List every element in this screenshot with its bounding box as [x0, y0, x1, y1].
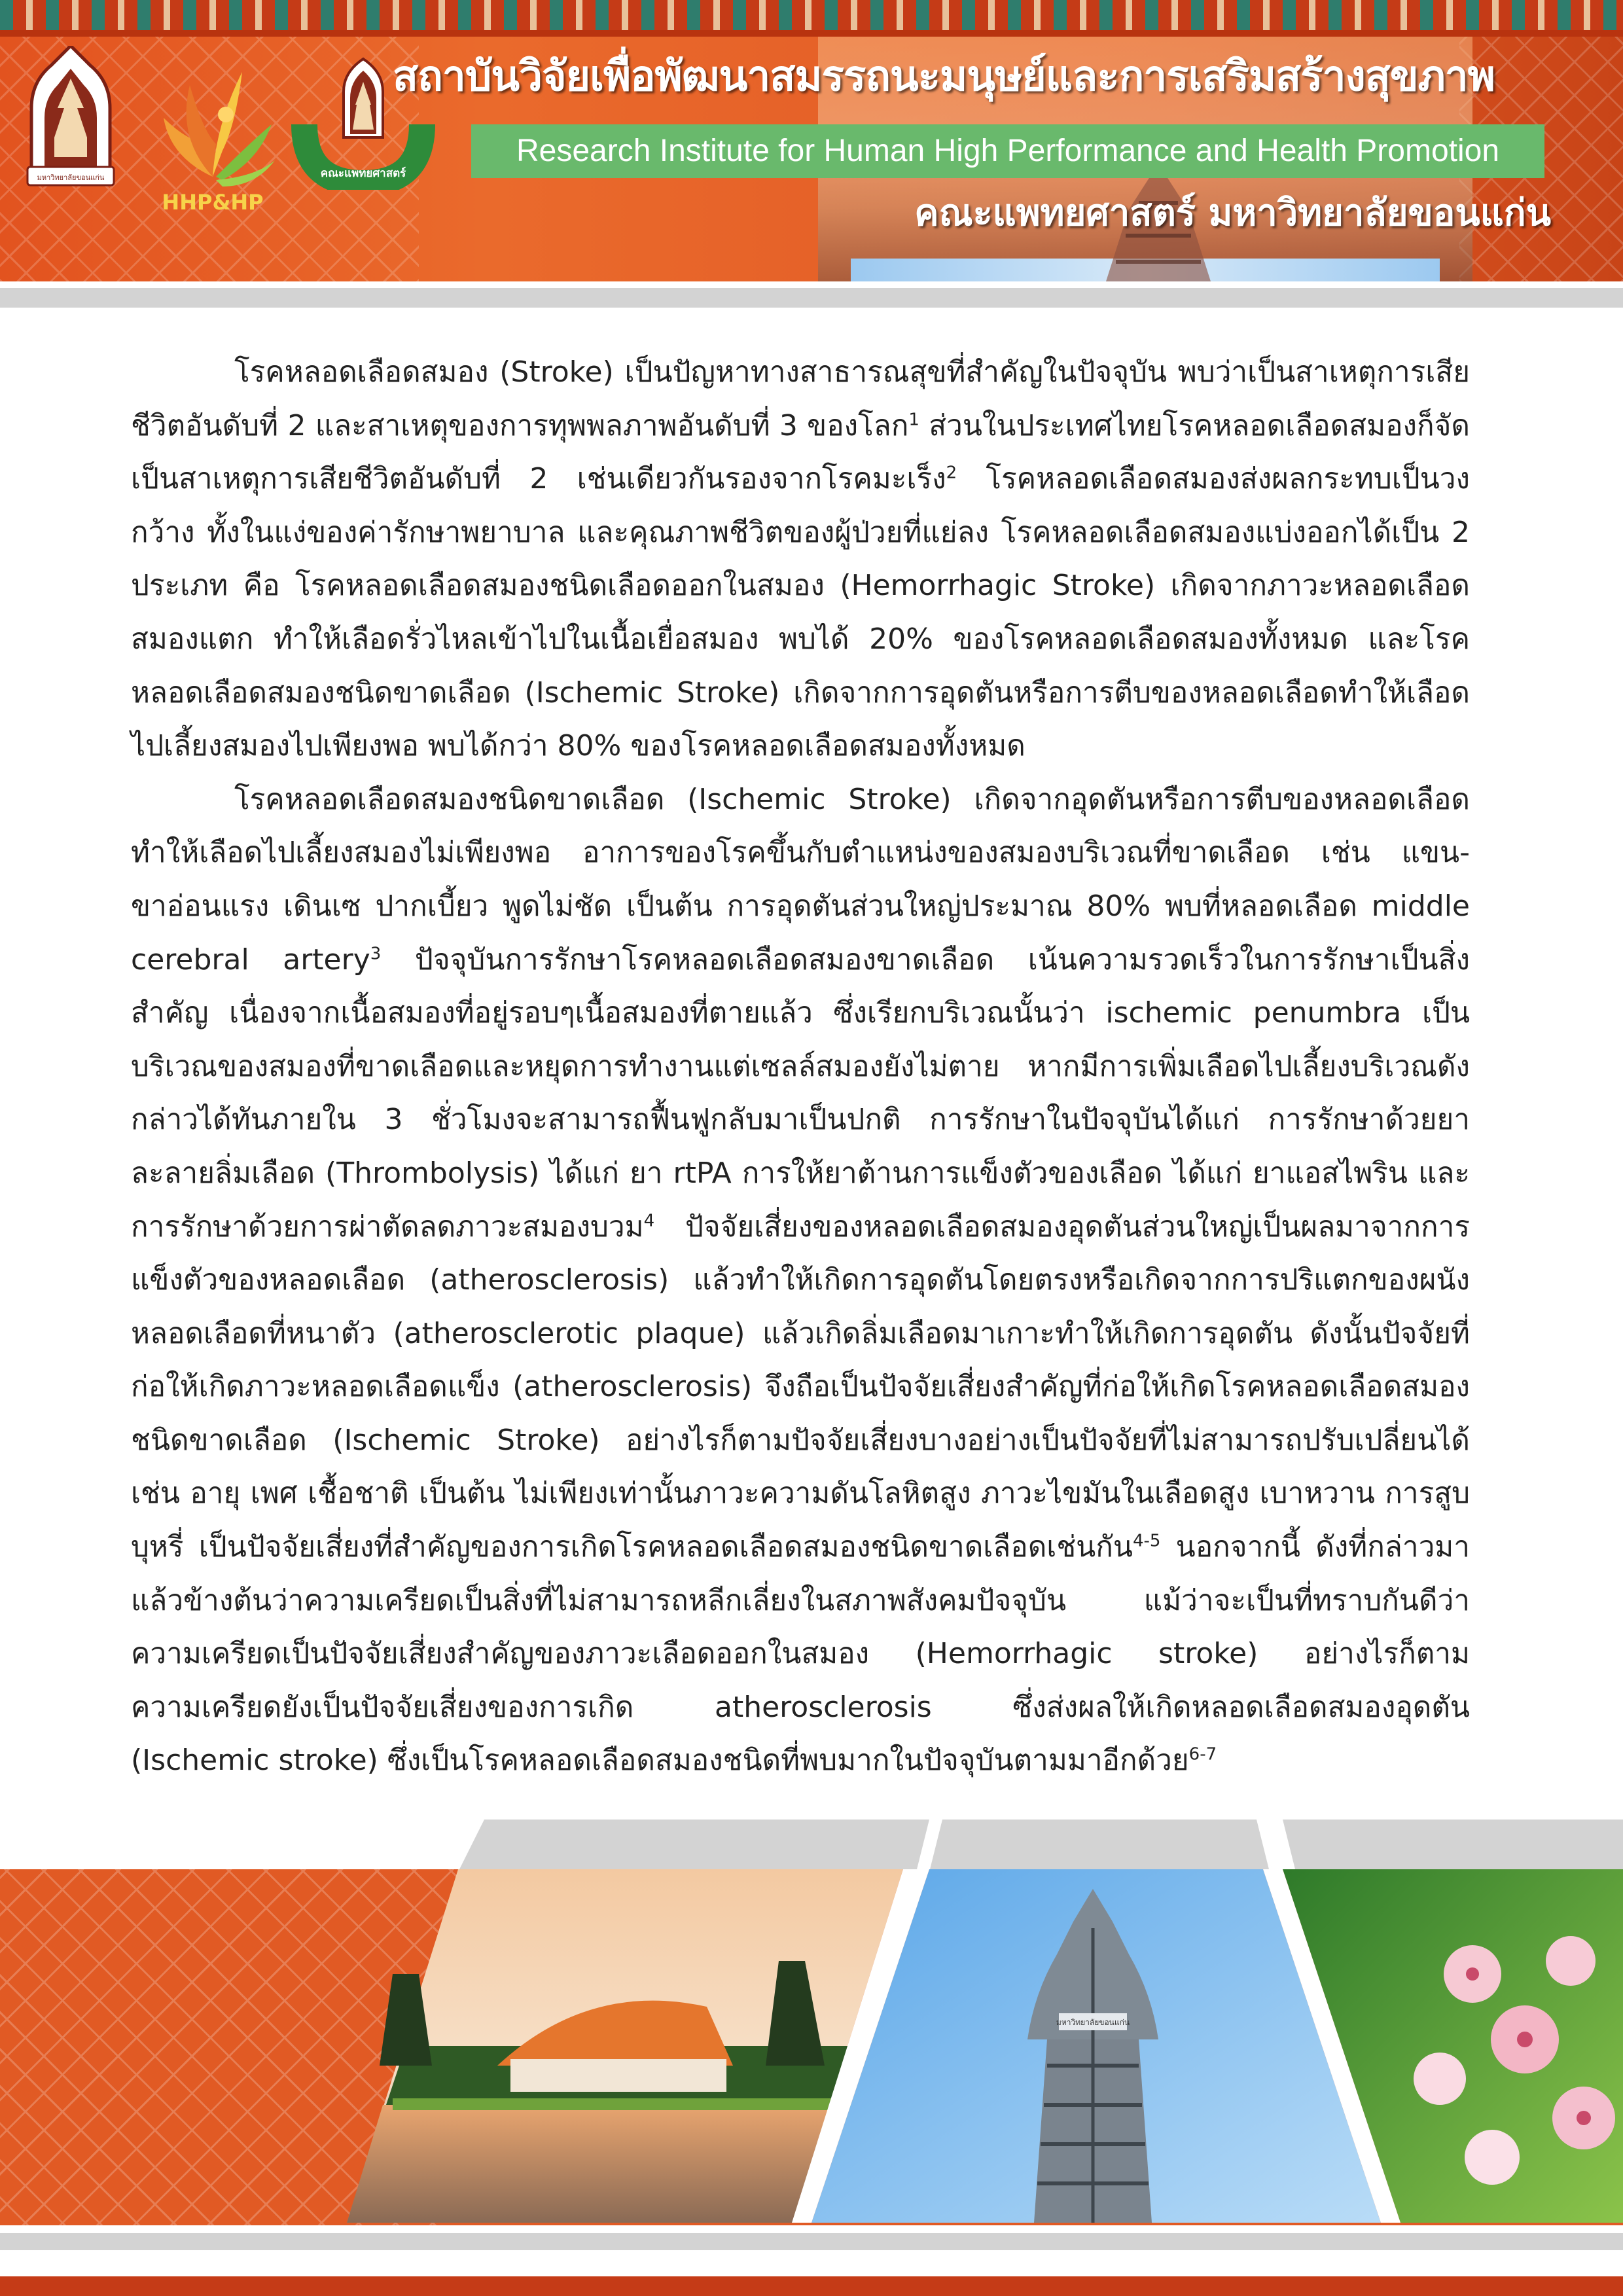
faculty-medicine-logo-caption: คณะแพทยศาสตร์: [320, 167, 406, 180]
page-footer: [0, 1869, 1623, 2236]
footer-divider-gray: [0, 2233, 1623, 2250]
institute-title-english: Research Institute for Human High Performance and Health Promotion: [516, 134, 1500, 168]
paragraph-text: โรคหลอดเลือดสมองชนิดขาดเลือด (Ischemic Stroke) เกิดจากอุดตันหรือการตีบของหลอดเลือดทำให้เลือดไปเลี้ยงสมองไม่เพียงพอ อาการของโรคขึ้นกับตำแหน่งของสมองบริเวณที่ขาดเลือด เช่น แขน-ขาอ่อนแรง เดินเซ ปากเบี้ยว พูดไม่ชัด เป็นต้น การอุดตันส่วนใหญ่ประมาณ 80% พบที่หลอดเลือด middle cerebral artery: [131, 782, 1470, 977]
paragraph-text: ปัจจัยเสี่ยงของหลอดเลือดสมองอุดตันส่วนใหญ่เป็นผลมาจากการแข็งตัวของหลอดเลือด (atherosclerosis) แล้วทำให้เกิดการอุดตันโดยตรงหรือเกิดจากการปริแตกของผนังหลอดเลือดที่หนาตัว (atherosclerotic plaque) แล้วเกิดลิ่มเลือดมาเกาะทำให้เกิดการอุดตัน ดังนั้นปัจจัยที่ก่อให้เกิดภาวะหลอดเลือดแข็ง (atherosclerosis) จึงถือเป็นปัจจัยเสี่ยงสำคัญที่ก่อให้เกิดโรคหลอดเลือดสมองชนิดขาดเลือด (Ischemic Stroke) อย่างไรก็ตามปัจจัยเสี่ยงบางอย่างเป็นปัจจัยที่ไม่สามารถปรับเปลี่ยนได้ เช่น อายุ เพศ เชื้อชาติ เป็นต้น ไม่เพียงเท่านั้นภาวะความดันโลหิตสูง ภาวะไขมันในเลือดสูง เบาหวาน การสูบบุหรี่ เป็นปัจจัยเสี่ยงที่สำคัญของการเกิดโรคหลอดเลือดสมองชนิดขาดเลือดเช่นกัน: [131, 1210, 1470, 1564]
tower-caption: มหาวิทยาลัยขอนแก่น: [1056, 2018, 1130, 2027]
footer-top-tabs: [0, 1820, 1623, 1872]
paragraph-text: โรคหลอดเลือดสมอง (Stroke) เป็นปัญหาทางสาธารณสุขที่สำคัญในปัจจุบัน พบว่าเป็นสาเหตุการเสียชีวิตอันดับที่ 2 และสาเหตุของการทุพพลภาพอันดับที่ 3 ของโลก: [131, 355, 1470, 442]
article-body: [131, 346, 1470, 1787]
reference-superscript: 1: [908, 409, 919, 429]
header-ornament-border: [0, 0, 1623, 37]
reference-superscript: 6-7: [1188, 1744, 1217, 1765]
paragraph-ischemic-stroke: [131, 773, 1470, 1787]
paragraph-text: ส่วนในประเทศไทยโรคหลอดเลือดสมองก็จัดเป็นสาเหตุการเสียชีวิตอันดับที่ 2 เช่นเดียวกันรองจากโรคมะเร็ง: [131, 408, 1470, 496]
paragraph-stroke-overview: [131, 346, 1470, 773]
paragraph-text: โรคหลอดเลือดสมองส่งผลกระทบเป็นวงกว้าง ทั้งในแง่ของค่ารักษาพยาบาล และคุณภาพชีวิตของผู้ป่วยที่แย่ลง โรคหลอดเลือดสมองแบ่งออกได้เป็น 2 ประเภท คือ โรคหลอดเลือดสมองชนิดเลือดออกในสมอง (Hemorrhagic Stroke) เกิดจากภาวะหลอดเลือดสมองแตก ทำให้เลือดรั่วไหลเข้าไปในเนื้อเยื่อสมอง พบได้ 20% ของโรคหลอดเลือดสมองทั้งหมด และโรคหลอดเลือดสมองชนิดขาดเลือด (Ischemic Stroke) เกิดจากการอุดตันหรือการตีบของหลอดเลือดทำให้เลือดไปเลี้ยงสมองไปเพียงพอ พบได้กว่า 80% ของโรคหลอดเลือดสมองทั้งหมด: [131, 462, 1470, 763]
reference-superscript: 3: [370, 943, 382, 963]
header-divider-gray: [0, 288, 1623, 308]
page-header: [0, 0, 1623, 281]
reference-superscript: 4: [643, 1210, 655, 1230]
footer-divider-red: [0, 2276, 1623, 2296]
hhphp-logo-text: HHP&HP: [162, 190, 264, 215]
reference-superscript: 4-5: [1132, 1531, 1161, 1551]
kku-logo-caption: มหาวิทยาลัยขอนแก่น: [37, 173, 105, 182]
footer-photo-collage: [0, 1869, 1623, 2236]
paragraph-text: นอกจากนี้ ดังที่กล่าวมาแล้วข้างต้นว่าความเครียดเป็นสิ่งที่ไม่สามารถหลีกเลี่ยงในสภาพสังคมปัจจุบัน แม้ว่าจะเป็นที่ทราบกันดีว่าความเครียดเป็นปัจจัยเสี่ยงสำคัญของภาวะเลือดออกในสมอง (Hemorrhagic stroke) อย่างไรก็ตามความเครียดยังเป็นปัจจัยเสี่ยงของการเกิด atherosclerosis ซึ่งส่งผลให้เกิดหลอดเลือดสมองอุดตัน (Ischemic stroke) ซึ่งเป็นโรคหลอดเลือดสมองชนิดที่พบมากในปัจจุบันตามมาอีกด้วย: [131, 1530, 1470, 1778]
faculty-university-title: คณะแพทยศาสตร์ มหาวิทยาลัยขอนแก่น: [914, 192, 1551, 234]
hhphp-logo: [144, 46, 281, 216]
paragraph-text: ปัจจุบันการรักษาโรคหลอดเลือดสมองขาดเลือด เน้นความรวดเร็วในการรักษาเป็นสิ่งสำคัญ เนื่องจากเนื้อสมองที่อยู่รอบๆเนื้อสมองที่ตายแล้ว ซึ่งเรียกบริเวณนั้นว่า ischemic penumbra เป็นบริเวณของสมองที่ขาดเลือดและหยุดการทำงานแต่เซลล์สมองยังไม่ตาย หากมีการเพิ่มเลือดไปเลี้ยงบริเวณดังกล่าวได้ทันภายใน 3 ชั่วโมงจะสามารถฟื้นฟูกลับมาเป็นปกติ การรักษาในปัจจุบันได้แก่ การรักษาด้วยยาละลายลิ่มเลือด (Thrombolysis) ได้แก่ ยา rtPA การให้ยาต้านการแข็งตัวของเลือด ได้แก่ ยาแอสไพริน และการรักษาด้วยการผ่าตัดลดภาวะสมองบวม: [131, 942, 1471, 1244]
kku-logo: [25, 46, 116, 190]
reference-superscript: 2: [946, 463, 957, 483]
institute-title-thai: สถาบันวิจัยเพื่อพัฒนาสมรรถนะมนุษย์และการเสริมสร้างสุขภาพ: [393, 52, 1495, 101]
